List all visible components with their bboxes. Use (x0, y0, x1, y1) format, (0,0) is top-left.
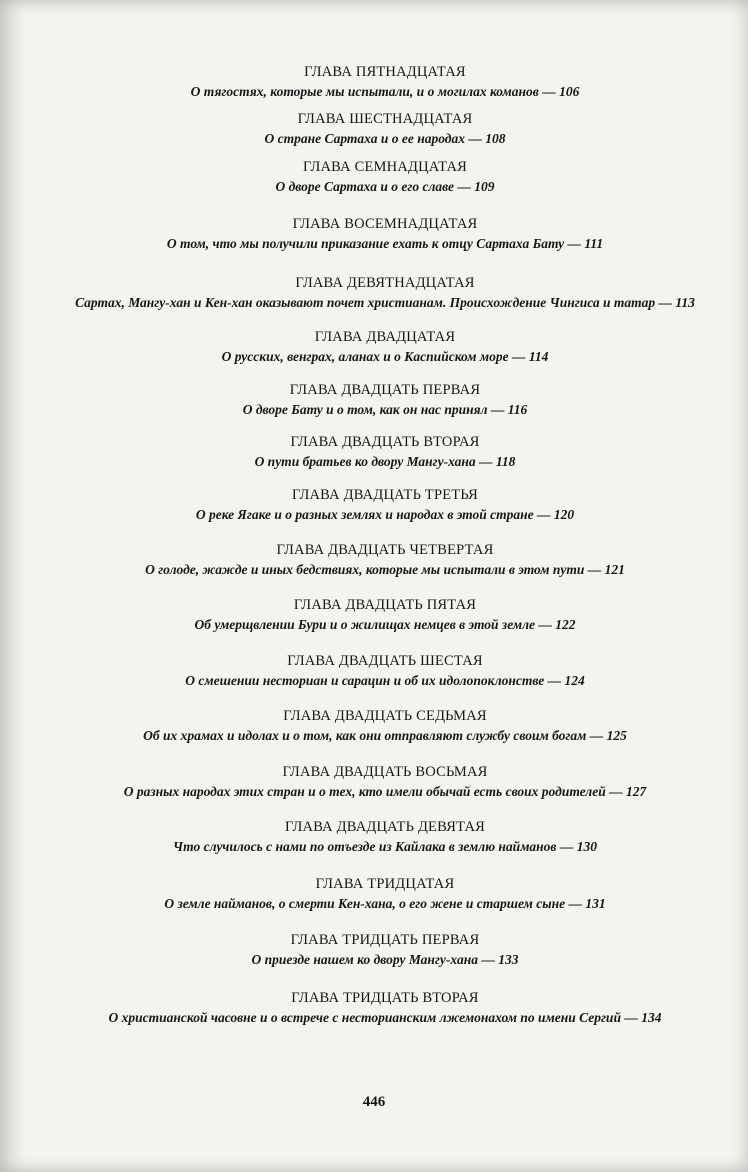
chapter-description: О тягостях, которые мы испытали, и о могилах команов — 106 (190, 84, 580, 99)
chapter-title: ГЛАВА ДВАДЦАТЬ ДЕВЯТАЯ (285, 819, 485, 835)
chapter-title: ГЛАВА ДВАДЦАТЬ ПЯТАЯ (293, 597, 477, 613)
page-number: 446 (362, 1094, 386, 1110)
toc-entry-18 (60, 214, 710, 253)
chapter-description: О пути братьев ко двору Мангу-хана — 118 (254, 454, 516, 469)
toc-entry-23 (60, 485, 710, 524)
chapter-description: О смешении несториан и сарацин и об их идолопоклонстве — 124 (185, 673, 585, 688)
chapter-description: О дворе Бату и о том, как он нас принял — 116 (242, 402, 528, 417)
chapter-title: ГЛАВА ДВАДЦАТЬ ВОСЬМАЯ (282, 764, 488, 780)
chapter-description: Что случилось с нами по отъезде из Кайлака в землю найманов — 130 (173, 839, 597, 854)
chapter-title: ГЛАВА ДВАДЦАТЬ ЧЕТВЕРТАЯ (276, 542, 494, 558)
chapter-description: О приезде нашем ко двору Мангу-хана — 133 (251, 952, 519, 967)
chapter-title: ГЛАВА ДВАДЦАТАЯ (314, 329, 456, 345)
toc-entry-22 (60, 432, 710, 471)
toc-entry-31 (60, 930, 710, 969)
chapter-title: ГЛАВА ДВАДЦАТЬ ШЕСТАЯ (287, 653, 483, 669)
toc-entry-30 (60, 874, 710, 913)
toc-entry-24 (60, 540, 710, 579)
chapter-title: ГЛАВА ДВАДЦАТЬ ВТОРАЯ (290, 434, 480, 450)
toc-entry-26 (60, 651, 710, 690)
chapter-title: ГЛАВА ПЯТНАДЦАТАЯ (304, 64, 466, 80)
toc-entry-28 (60, 762, 710, 801)
chapter-description: О русских, венграх, аланах и о Каспийском море — 114 (221, 349, 549, 364)
chapter-title: ГЛАВА СЕМНАДЦАТАЯ (302, 159, 468, 175)
chapter-description: Об умерщвлении Бури и о жилищах немцев в этой земле — 122 (194, 617, 576, 632)
chapter-title: ГЛАВА ШЕСТНАДЦАТАЯ (297, 111, 473, 127)
chapter-description: О том, что мы получили приказание ехать к отцу Сартаха Бату — 111 (166, 236, 604, 251)
chapter-title: ГЛАВА ВОСЕМНАДЦАТАЯ (292, 216, 478, 232)
chapter-description: О реке Ягаке и о разных землях и народах в этой стране — 120 (195, 507, 575, 522)
chapter-description: О земле найманов, о смерти Кен-хана, о его жене и старшем сыне — 131 (164, 896, 606, 911)
toc-entry-20 (60, 327, 710, 366)
table-of-contents (60, 62, 710, 1027)
chapter-description: О голоде, жажде и иных бедствиях, которые мы испытали в этом пути — 121 (145, 562, 625, 577)
toc-entry-27 (60, 706, 710, 745)
chapter-title: ГЛАВА ТРИДЦАТЬ ПЕРВАЯ (290, 932, 480, 948)
chapter-description: Об их храмах и идолах и о том, как они отправляют службу своим богам — 125 (143, 728, 627, 743)
chapter-title: ГЛАВА ТРИДЦАТАЯ (315, 876, 455, 892)
toc-entry-17 (60, 157, 710, 196)
chapter-description: О дворе Сартаха и о его славе — 109 (275, 179, 495, 194)
chapter-title: ГЛАВА ДЕВЯТНАДЦАТАЯ (295, 275, 475, 291)
toc-entry-29 (60, 817, 710, 856)
chapter-description: О разных народах этих стран и о тех, кто имели обычай есть своих родителей — 127 (123, 784, 647, 799)
chapter-title: ГЛАВА ТРИДЦАТЬ ВТОРАЯ (291, 990, 479, 1006)
toc-entry-19 (60, 273, 710, 312)
chapter-description: Сартах, Мангу-хан и Кен-хан оказывают почет христианам. Происхождение Чингиса и татар — 113 (75, 295, 695, 310)
toc-entry-15 (60, 62, 710, 101)
chapter-description: О стране Сартаха и о ее народах — 108 (264, 131, 506, 146)
toc-entry-32 (60, 988, 710, 1027)
chapter-title: ГЛАВА ДВАДЦАТЬ ПЕРВАЯ (289, 382, 481, 398)
chapter-title: ГЛАВА ДВАДЦАТЬ СЕДЬМАЯ (283, 708, 487, 724)
chapter-description: О христианской часовне и о встрече с несторианским лжемонахом по имени Сергий — 134 (108, 1010, 662, 1025)
toc-entry-21 (60, 380, 710, 419)
toc-entry-16 (60, 109, 710, 148)
chapter-title: ГЛАВА ДВАДЦАТЬ ТРЕТЬЯ (291, 487, 478, 503)
toc-entry-25 (60, 595, 710, 634)
